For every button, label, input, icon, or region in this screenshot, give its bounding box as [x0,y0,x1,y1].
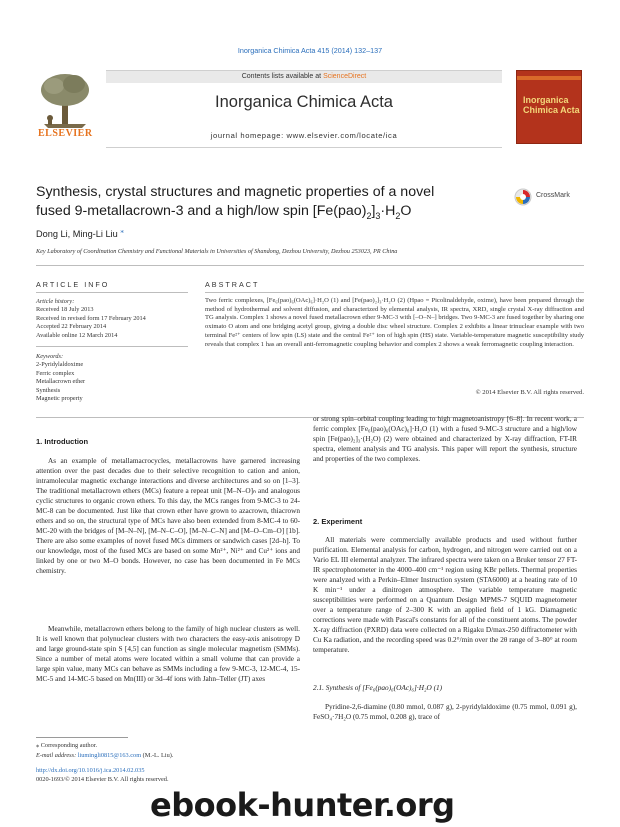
cover-title-line1: Inorganica [523,95,569,105]
journal-reference-link[interactable]: Inorganica Chimica Acta 415 (2014) 132–137 [237,46,383,55]
history-item: Received 18 July 2013 [36,306,94,313]
cover-title [523,95,580,115]
intro-paragraph-continued: or strong spin–orbital coupling leading to high magnetoanistropy [6–8]. In recent work, a ferric complex [Fe₆(pao)₆(OAc)₆]·H₂O (1) with a fused 9-MC-3 structure and a high/low spin [Fe(pao)₂]₃·(H₂O) (2) were obtained and characterized by X-ray diffraction, FT-IR spectra, element analysis and TG analysis. This paper will report the synthesis, structure and properties of the two complexes. [313,415,577,463]
email-owner: (M.-L. Liu). [141,752,174,759]
paper-title-line1: Synthesis, crystal structures and magnetic properties of a novel [36,184,435,200]
keyword-item: Ferric complex [36,369,75,377]
doi-link[interactable]: http://dx.doi.org/10.1016/j.ica.2014.02.035 [36,767,145,774]
paper-title [36,183,466,226]
divider [205,292,584,293]
email-link[interactable]: liumingli0815@163.com [77,752,142,759]
elsevier-logo [36,70,94,140]
cover-title-line2: Chimica Acta [523,105,580,115]
history-list [36,306,146,340]
section-heading-introduction: 1. Introduction [36,437,89,446]
cover-band [517,76,581,80]
issn-notice: 0020-1693/© 2014 Elsevier B.V. All rights reserved. [36,776,169,783]
journal-title: Inorganica Chimica Acta [215,93,393,111]
homepage-prefix: journal homepage: [210,131,287,140]
crossmark-badge[interactable] [514,188,586,206]
crossmark-icon [514,188,532,206]
copyright-notice: © 2014 Elsevier B.V. All rights reserved. [475,389,584,396]
affiliation: Key Laboratory of Coordination Chemistry and Functional Materials in Universities of Shandong, Dezhou University, Dezhou 253023, PR China [36,248,398,255]
keyword-item: Synthesis [36,386,61,394]
contents-strip [106,71,502,83]
intro-paragraph: Meanwhile, metallacrown ethers belong to the family of high nuclear clusters as well. It is well known that polynuclear clusters with two characters the easy-axis anisotropy D and large ground-state spin S [4,5] can function as single molecular magnetism (SMMs). Since a number of metal atoms were located within a small volume that can provide a large spin value, many MCs can behave as SMMs including a few 9-MC-3, 12-MC-4, 15-MC-5 and 14-MC-5 based on Mn(III) or 3d–4f ions with Jahn–Teller (JT) axes [36,625,300,683]
synthesis-paragraph: Pyridine-2,6-diamine (0.80 mmol, 0.087 g), 2-pyridylaldoxime (0.75 mmol, 0.091 g), FeSO₄·7H₂O (0.75 mmol, 0.208 g), trace of [313,703,577,721]
watermark: ebook-hunter.org [150,786,455,824]
footnote-divider [36,737,128,738]
crossmark-label: CrossMark [536,192,570,199]
email-label: E-mail address: [36,752,78,759]
authors [36,226,124,239]
contents-prefix: Contents lists available at [241,73,324,80]
sciencedirect-link[interactable]: ScienceDirect [323,73,367,80]
abstract-heading: ABSTRACT [205,280,260,289]
history-item: Received in revised form 17 February 2014 [36,314,146,322]
intro-paragraph: As an example of metallamacrocycles, metallacrowns have garnered increasing attention over the past decades due to their selective recognition to cation and anion, intramolecular magnetic exchange interactions and diverse architectures and so on [1–3]. The traditional metallacrown ethers (MCs) feature a repeat unit [M–N–O]ₙ and analogous cyclic structures to organic crown ethers. To this day, the MCs ranges from 9-MC-3 to 24-MC-8 can be documented. Just like that crown ether have grown to azacrown, thiacrown ethers and so on, the structural type of MCs have also been extended from 8-MC-4 to 60-MC-20 with the bridges of [M–N–N], [M–N–C–O], [M–N–C–N] and [M–O–Cm–O] [1b]. There are also some examples of novel fused MCs dimmers or sandwich cases [2d–h]. To our knowledge, most of the fused MCs are based on some Mn²⁺, Ni²⁺ and Cu²⁺ ions and linked by one or two M–O bonds. However, no case has been documented in Fe MCs chemistry. [36,457,300,575]
subsection-heading-synthesis: 2.1. Synthesis of [Fe₆(pao)₆(OAc)₆]·H₂O (1) [313,683,443,692]
history-item: Accepted 22 February 2014 [36,323,107,331]
divider [36,265,584,266]
keywords-label: Keywords: [36,353,64,360]
article-info-heading: ARTICLE INFO [36,280,110,289]
abstract-text: Two ferric complexes, [Fe₆(pao)₆(OAc)₆]·H₂O (1) and [Fe(pao)₂]₃·H₂O (2) (Hpao = Picolinaldehyde, oxime), have been prepared through the method of hydrothermal and solvent diffusion, and characterized by elemental analysis, IR spectra, XRD, single crystal X-ray diffraction and TG analysis. Complex 1 shows a novel fused metallacrown ether 9-MC-3 with [–O–N–] bridges. Two 9-MC-3 are fused together by sharing one oximato O atom and one bridging acetyl group, giving a double disc wheel structure. Complex 2 exhibits a linear trinuclear example with two terminal Fe²⁺ centers of low spin (LS) state and the central Fe²⁺ ion of high spin (HS) state. Variable-temperature magnetic susceptibility study reveals that complex 1 has an overall anti-ferromagnetic coupling behavior and complex 2 shows a weak ferromagnetic coupling interaction. [205,297,584,348]
keyword-item: Metallacrown ether [36,378,86,386]
keywords-list [36,361,85,404]
journal-cover-image [516,70,582,144]
author-names: Dong Li, Ming-Li Liu [36,229,118,240]
corresponding-author-note: ⁎ Corresponding author. [36,742,98,749]
paper-title-line2: fused 9-metallacrown-3 and a high/low spin $[Fe(pao)_2]_3\cdot H_2O$ [36,203,412,221]
history-item: Available online 12 March 2014 [36,331,118,339]
divider [36,292,188,293]
experiment-paragraph: All materials were commercially available products and used without further purification. Elemental analysis for carbon, hydrogen, and nitrogen were carried out on a Vario EL III elemental analyzer. The infrared spectra were taken on a Bruker tensor 27 FT-IR spectrophotometer in the 4000–400 cm⁻¹ region using KBr pellets. Thermal properties were analyzed with a Perkin–Elmer Instruction system (STA6000) at a heating rate of 10 K min⁻¹ under a dinitrogen atmosphere. The variable temperature magnetic susceptibilities were performed on a Quantum Design MPMS-7 SQUID magnetometer over a temperature range of 2–300 K with an applied field of 1 kG. Diamagnetic corrections were made with Pascal's constants for all of the constituent atoms. The powder X-ray diffraction (PXRD) data were collected on a Rigaku D/max-250 diffractometer with Cu Ka radiation, and the recording speed was 0.2°/min over the 2θ range of 3–80° at room temperature. [313,536,577,654]
keyword-item: 2-Pyridylaldoxime [36,361,84,368]
section-heading-experiment: 2. Experiment [313,517,363,526]
homepage-link[interactable]: www.elsevier.com/locate/ica [286,131,398,140]
corresponding-author-mark[interactable]: ⁎ [120,226,125,235]
divider [36,346,188,347]
history-label: Article history: [36,298,75,305]
keyword-item: Magnetic property [36,395,83,403]
elsevier-wordmark: ELSEVIER [38,128,93,139]
email-note [36,752,173,759]
journal-homepage [106,131,502,140]
